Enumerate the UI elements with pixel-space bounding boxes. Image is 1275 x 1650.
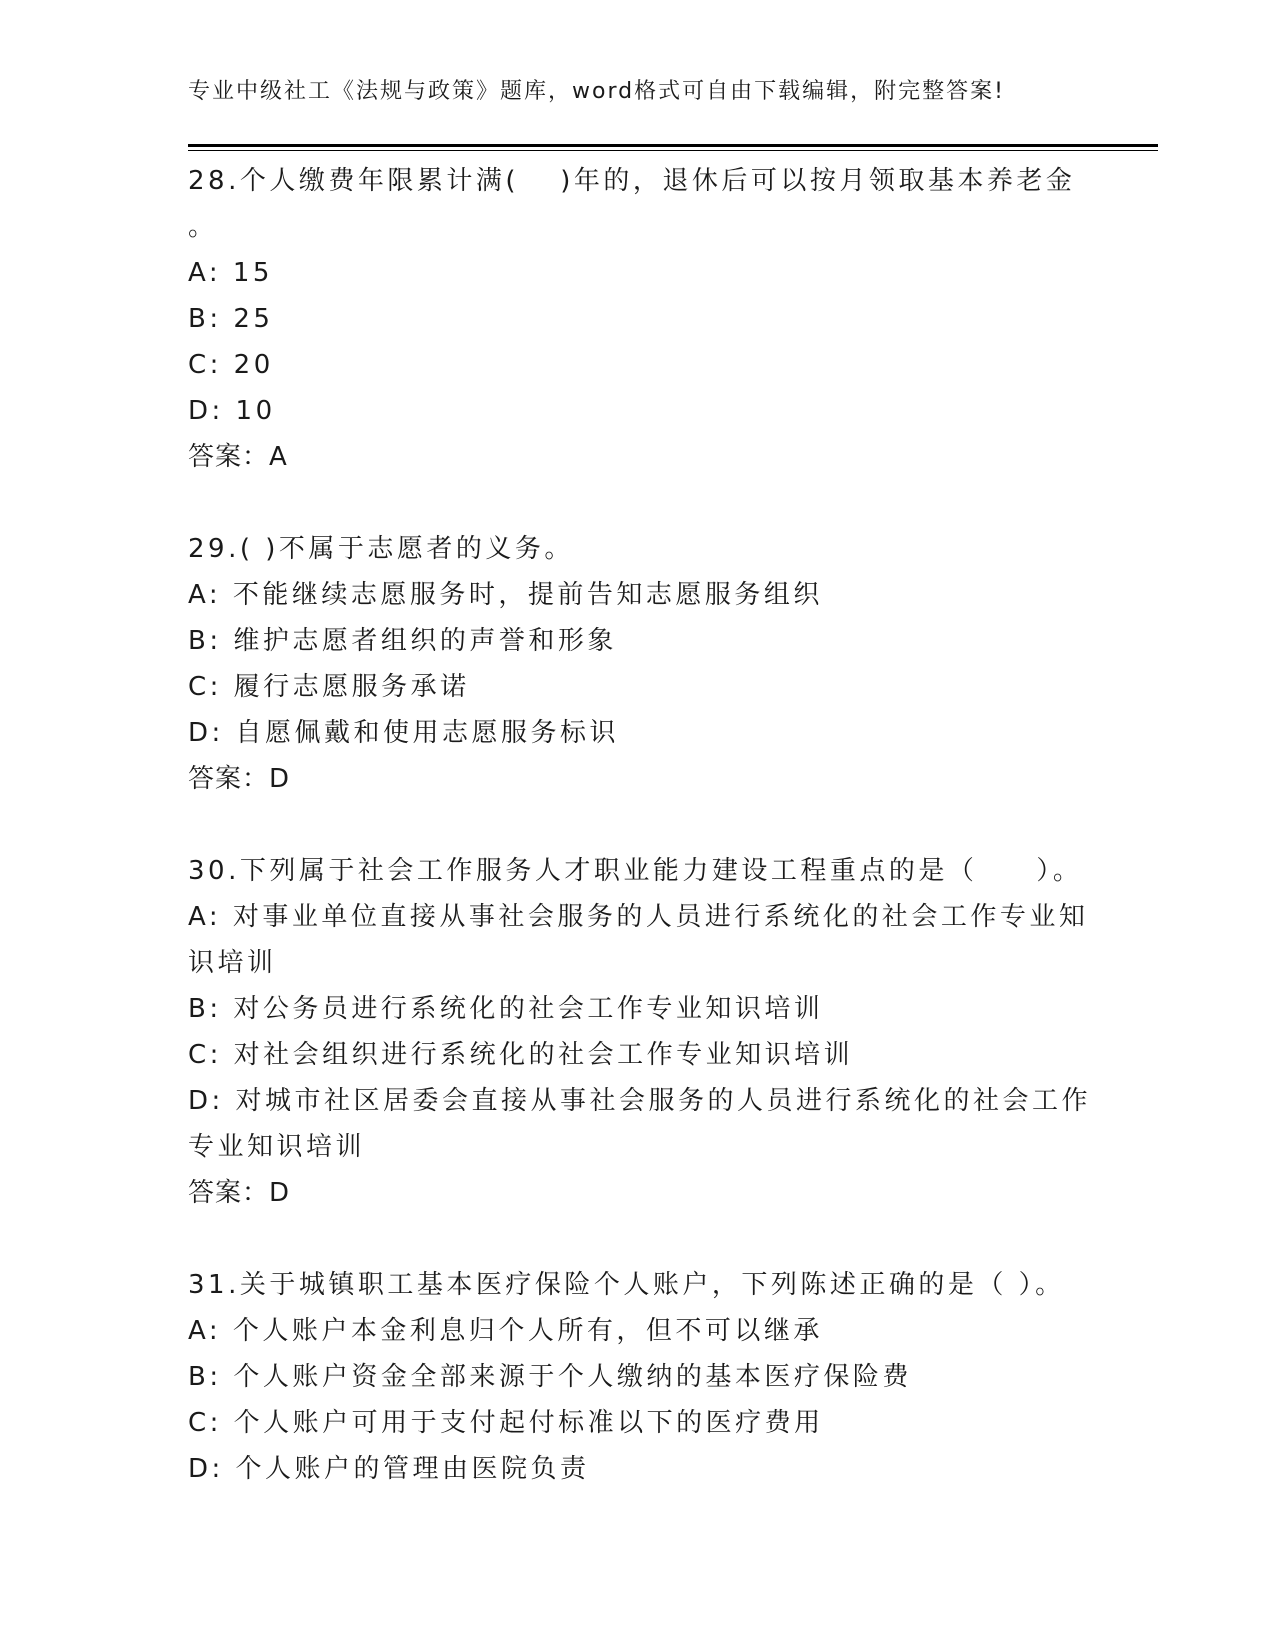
option-c: C: 20 (188, 350, 274, 380)
option-b: B: 维护志愿者组织的声誉和形象 (188, 626, 617, 656)
answer: 答案：A (188, 442, 288, 472)
question-28 (188, 158, 1088, 480)
question-stem: 28.个人缴费年限累计满( )年的，退休后可以按月领取基本养老金 (188, 166, 1076, 196)
option-d-continued: 专业知识培训 (188, 1132, 366, 1162)
spacer (188, 802, 1088, 848)
page-header: 专业中级社工《法规与政策》题库，word格式可自由下载编辑，附完整答案! (188, 79, 1005, 104)
option-a: A: 对事业单位直接从事社会服务的人员进行系统化的社会工作专业知 (188, 902, 1089, 932)
spacer (188, 480, 1088, 526)
header-rule-thick (188, 144, 1158, 147)
option-a: A: 15 (188, 258, 273, 288)
option-a: A: 个人账户本金利息归个人所有，但不可以继承 (188, 1316, 823, 1346)
spacer (188, 1216, 1088, 1262)
question-list (188, 158, 1092, 1492)
question-29 (188, 526, 1088, 802)
option-d: D: 对城市社区居委会直接从事社会服务的人员进行系统化的社会工作 (188, 1086, 1092, 1116)
question-30 (188, 848, 1092, 1216)
option-b: B: 25 (188, 304, 274, 334)
option-b: B: 个人账户资金全部来源于个人缴纳的基本医疗保险费 (188, 1362, 912, 1392)
question-stem: 31.关于城镇职工基本医疗保险个人账户，下列陈述正确的是（ ）。 (188, 1270, 1065, 1300)
option-a: A: 不能继续志愿服务时，提前告知志愿服务组织 (188, 580, 823, 610)
option-c: C: 履行志愿服务承诺 (188, 672, 470, 702)
option-d: D: 个人账户的管理由医院负责 (188, 1454, 590, 1484)
question-stem: 30.下列属于社会工作服务人才职业能力建设工程重点的是（ ）。 (188, 856, 1083, 886)
question-31 (188, 1262, 1088, 1492)
option-d: D: 自愿佩戴和使用志愿服务标识 (188, 718, 620, 748)
header-rule-thin (188, 150, 1158, 151)
option-c: C: 对社会组织进行系统化的社会工作专业知识培训 (188, 1040, 854, 1070)
option-a-continued: 识培训 (188, 948, 277, 978)
answer: 答案：D (188, 1178, 291, 1208)
option-d: D: 10 (188, 396, 276, 426)
answer: 答案：D (188, 764, 291, 794)
option-b: B: 对公务员进行系统化的社会工作专业知识培训 (188, 994, 824, 1024)
option-c: C: 个人账户可用于支付起付标准以下的医疗费用 (188, 1408, 824, 1438)
question-stem: 29.( )不属于志愿者的义务。 (188, 534, 574, 564)
question-stem-continued: 。 (188, 212, 218, 242)
